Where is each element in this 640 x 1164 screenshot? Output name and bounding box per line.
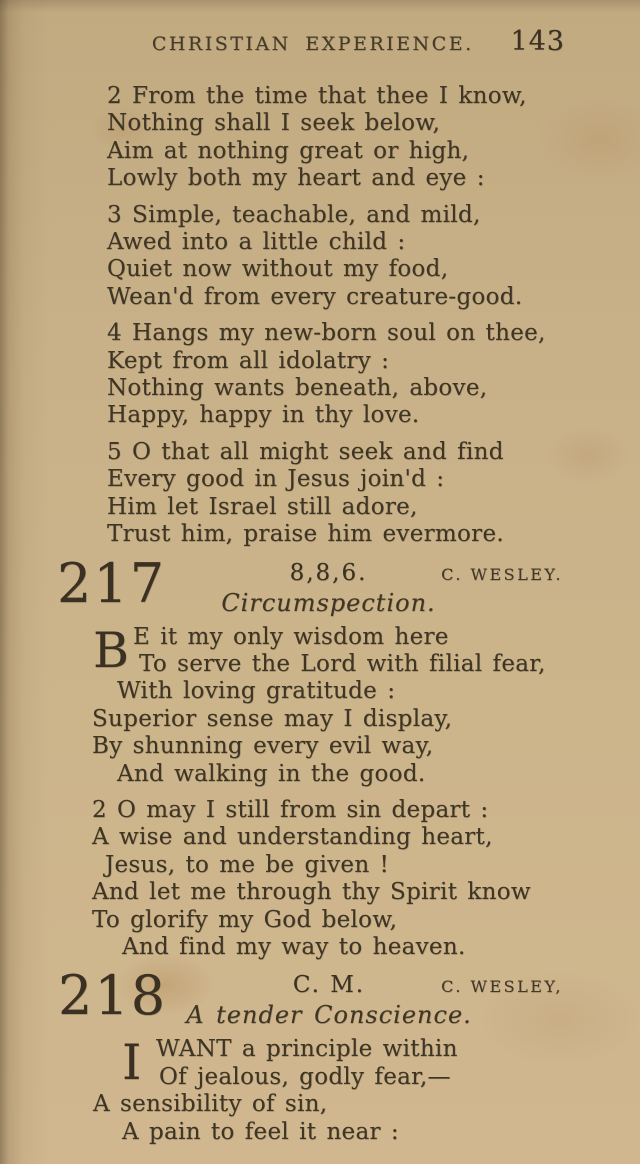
verse-line: Kept from all idolatry : <box>107 347 390 374</box>
verse-line: 2 O may I still from sin depart : <box>92 796 489 823</box>
verse-line: Jesus, to me be given ! <box>105 851 390 878</box>
dropcap: I <box>122 1034 142 1092</box>
hymn-author: C. WESLEY, <box>441 977 563 997</box>
hymn-217-heading <box>57 551 565 620</box>
verse-line: To glorify my God below, <box>92 906 398 933</box>
hymn-author: C. WESLEY. <box>441 564 563 584</box>
stanza <box>107 320 565 430</box>
verse-line: Happy, happy in thy love. <box>107 402 420 429</box>
verse-line: Every good in Jesus join'd : <box>107 466 445 493</box>
verse-line: And walking in the good. <box>117 760 426 787</box>
verse-line: Wean'd from every creature-good. <box>107 283 523 310</box>
verse-line: Aim at nothing great or high, <box>107 137 470 164</box>
verse-line: Lowly both my heart and eye : <box>107 165 485 192</box>
hymn-meter: C. M. <box>292 972 366 999</box>
verse-line: A sensibility of sin, <box>93 1091 328 1118</box>
verse-line: Nothing shall I seek below, <box>107 110 441 137</box>
verse-line: Nothing wants beneath, above, <box>107 375 488 402</box>
verse-line: And let me through thy Spirit know <box>92 879 531 906</box>
verse-line: E it my only wisdom here <box>133 623 449 650</box>
verse-line: 5 O that all might seek and find <box>107 438 504 465</box>
verse-line: Of jealous, godly fear,— <box>159 1063 451 1090</box>
hymn-meter: 8,8,6. <box>289 559 368 586</box>
verse-line: 3 Simple, teachable, and mild, <box>107 201 481 228</box>
section-title: CHRISTIAN EXPERIENCE. <box>151 33 474 55</box>
hymn-number: 217 <box>57 551 167 615</box>
stanza <box>92 621 565 788</box>
stanza <box>107 202 565 312</box>
verse-line: Superior sense may I display, <box>92 705 453 732</box>
stanza <box>92 797 565 961</box>
verse-line: Trust him, praise him evermore. <box>107 521 504 548</box>
hymn-218-heading <box>58 964 565 1032</box>
hymn-title: A tender Conscience. <box>186 1001 472 1030</box>
verse-line: WANT a principle within <box>156 1036 458 1063</box>
hymn-217 <box>57 551 565 962</box>
stanza <box>107 83 565 193</box>
verse-line: Awed into a little child : <box>107 229 406 256</box>
verse-line: 2 From the time that thee I know, <box>107 83 527 109</box>
verse-line: Quiet now without my food, <box>107 256 449 283</box>
stanza <box>93 1036 565 1146</box>
page-number: 143 <box>510 26 565 57</box>
page-content <box>57 26 565 1155</box>
hymn-218 <box>58 964 565 1146</box>
verse-line: 4 Hangs my new-born soul on thee, <box>107 320 546 347</box>
hymn-number: 218 <box>58 964 168 1028</box>
verse-line: To serve the Lord with filial fear, <box>139 650 546 677</box>
verse-line: And find my way to heaven. <box>122 933 466 960</box>
running-header <box>107 26 565 57</box>
verse-line: A wise and understanding heart, <box>92 824 493 851</box>
verse-line: By shunning every evil way, <box>92 733 434 760</box>
verse-line: With loving gratitude : <box>117 678 396 705</box>
dropcap: B <box>93 621 130 679</box>
stanza <box>107 439 565 549</box>
verse-line: Him let Israel still adore, <box>107 493 418 520</box>
hymn-title: Circumspection. <box>221 588 436 617</box>
verse-line: A pain to feel it near : <box>122 1118 399 1145</box>
